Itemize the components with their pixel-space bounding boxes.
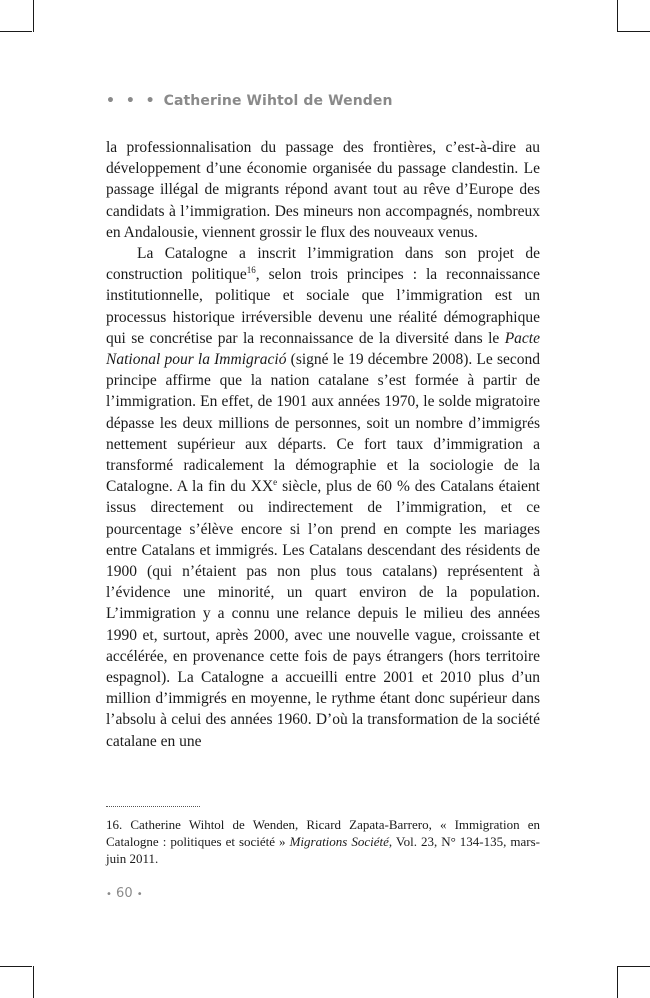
running-head-author: Catherine Wihtol de Wenden	[163, 93, 393, 109]
crop-mark-bottom-left-h	[0, 966, 32, 967]
century-superscript: e	[273, 477, 278, 488]
footnote-journal: Migrations Société	[289, 834, 389, 849]
paragraph-2-part-3: (signé le 19 décembre 2008). Le second principe affirme que la nation catalane s’est formée à partir de l’immigration. En effet, de 1901 aux années 1970, le solde migratoire dépasse les deux millions de personnes, soit un nombre d’immigrés nettement supérieur aux départs. Ce fort taux d’immigration a transformé radicalement la démographie et la sociologie de la Catalogne. A la fin du XX	[106, 351, 541, 496]
folio-dot-right: •	[136, 889, 143, 900]
crop-mark-bottom-right	[617, 966, 618, 998]
running-head-dots: • • •	[106, 93, 158, 109]
footnote-ref-16[interactable]: 16	[246, 265, 256, 276]
pacte-title: Pacte National pour la Immigració	[106, 329, 540, 369]
paragraph-2-part-2: , selon trois principes : la reconnaissance institutionnelle, politique et sociale que l’immigration est un processus historique irréversible devenu une réalité démographique qui se concrétise par la reconnaissance de la diversité dans le	[106, 266, 540, 347]
paragraph-1: la professionnalisation du passage des frontières, c’est-à-dire au développement d’une économie organisée du passage clandestin. Le passage illégal de migrants répond avant tout au rêve d’Europe des candidats à l’immigration. Des mineurs non accompagnés, nombreux en Andalousie, viennent grossir le flux des nouveaux venus.	[106, 139, 540, 241]
body-text	[106, 137, 540, 752]
folio-dot-left: •	[106, 889, 112, 900]
paragraph-2-part-1: La Catalogne a inscrit l’immigration dans son projet de construction politique	[106, 245, 540, 284]
running-head	[106, 93, 393, 109]
footnote-text-2: , Vol. 23, N° 134-135, mars-juin 2011.	[106, 834, 540, 866]
crop-mark-top-left	[33, 0, 34, 32]
crop-mark-bottom-left	[33, 966, 34, 998]
footnote-separator	[106, 806, 200, 807]
footnote-16	[106, 816, 540, 867]
paragraph-2	[106, 243, 540, 752]
crop-mark-top-right-h	[618, 31, 650, 32]
crop-mark-top-left-h	[0, 31, 32, 32]
footnote-text-1: 16. Catherine Wihtol de Wenden, Ricard Zapata-Barrero, « Immigration en Catalogne : politiques et société »	[106, 817, 540, 849]
page-number: 60	[116, 886, 133, 901]
crop-mark-top-right	[617, 0, 618, 32]
folio	[106, 886, 143, 901]
crop-mark-bottom-right-h	[618, 966, 650, 967]
paragraph-2-part-4: siècle, plus de 60 % des Catalans étaient issus directement ou indirectement de l’immigration, et ce pourcentage s’élève encore si l’on prend en compte les mariages entre Catalans et immigrés. Les Catalans descendant des résidents de 1900 (qui n’étaient pas non plus tous catalans) représentent à l’évidence une minorité, un quart environ de la population. L’immigration y a connu une relance depuis le milieu des années 1990 et, surtout, après 2000, avec une nouvelle vague, croissante et accélérée, en provenance cette fois de pays étrangers (hors territoire espagnol). La Catalogne a accueilli entre 2001 et 2010 plus d’un million d’immigrés en moyenne, le rythme étant donc supérieur dans l’absolu à celui des années 1960. D’où la transformation de la société catalane en une	[106, 478, 540, 750]
